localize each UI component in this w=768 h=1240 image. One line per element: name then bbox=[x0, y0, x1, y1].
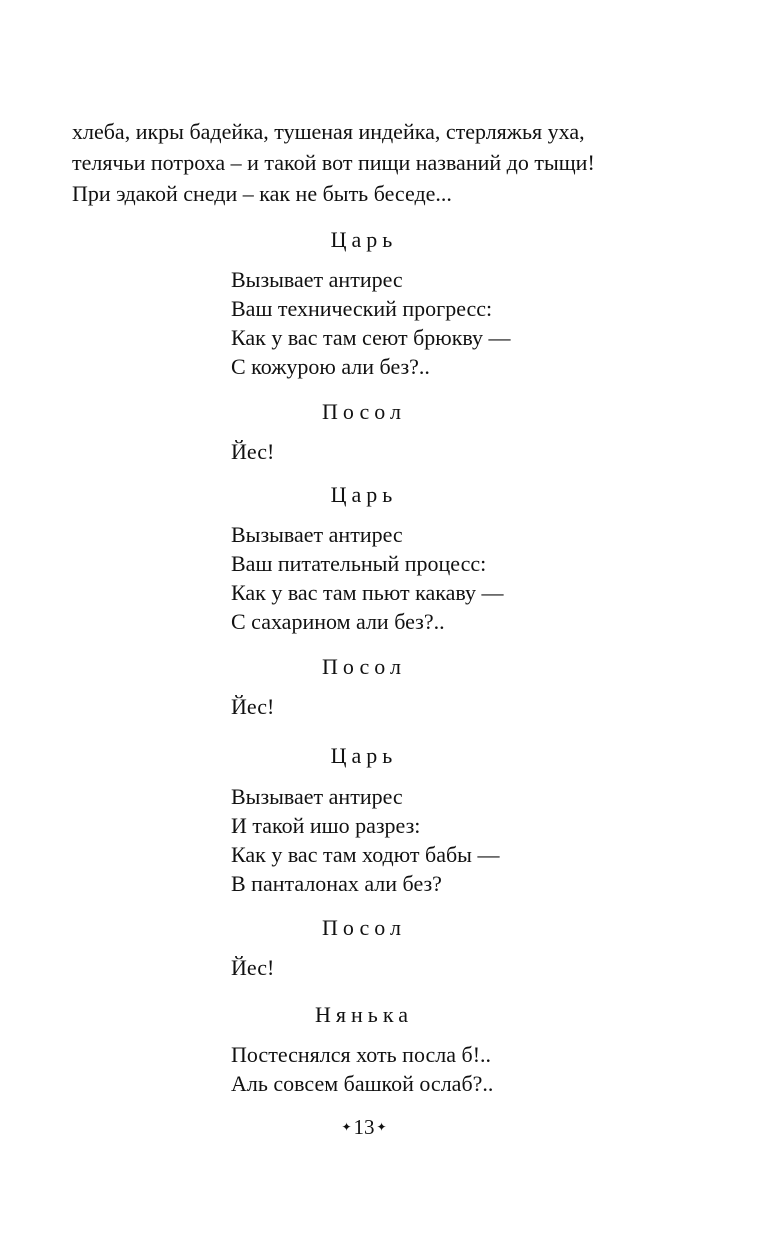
verse-stanza bbox=[231, 953, 274, 982]
verse-stanza bbox=[231, 1040, 493, 1098]
verse-line: Йес! bbox=[231, 694, 275, 719]
verse-line: Как у вас там ходют бабы — bbox=[231, 842, 500, 867]
verse-line: В панталонах али без? bbox=[231, 871, 442, 896]
speaker-name: Царь bbox=[330, 743, 398, 768]
verse-line: С сахарином али без?.. bbox=[231, 609, 445, 634]
page-number: 13 bbox=[353, 1115, 375, 1139]
ornament-right-icon: ✦ bbox=[376, 1120, 387, 1134]
verse-line: Как у вас там пьют какаву — bbox=[231, 580, 504, 605]
ornament-left-icon: ✦ bbox=[341, 1120, 352, 1134]
speaker-name: Посол bbox=[322, 399, 406, 424]
verse-stanza bbox=[231, 520, 503, 636]
speaker-name: Царь bbox=[330, 227, 398, 252]
verse-line: Как у вас там сеют брюкву — bbox=[231, 325, 511, 350]
verse-line: И такой ишо разрез: bbox=[231, 813, 421, 838]
verse-line: Йес! bbox=[231, 439, 275, 464]
prose-line: хлеба, икры бадейка, тушеная индейка, стерляжья уха, bbox=[72, 119, 585, 144]
verse-line: Вызывает антирес bbox=[231, 522, 403, 547]
verse-line: Ваш технический прогресс: bbox=[231, 296, 493, 321]
prose-line: При эдакой снеди – как не быть беседе... bbox=[72, 181, 452, 206]
verse-line: Вызывает антирес bbox=[231, 784, 403, 809]
verse-stanza bbox=[231, 437, 274, 466]
verse-stanza bbox=[231, 782, 499, 898]
page-number-footer bbox=[0, 1112, 728, 1142]
speaker-name: Посол bbox=[322, 654, 406, 679]
prose-line: телячьи потроха – и такой вот пищи названий до тыщи! bbox=[72, 150, 595, 175]
speaker-name: Нянька bbox=[315, 1002, 413, 1027]
verse-line: Постеснялся хоть посла б!.. bbox=[231, 1042, 492, 1067]
verse-stanza bbox=[231, 692, 274, 721]
verse-line: Вызывает антирес bbox=[231, 267, 403, 292]
verse-stanza bbox=[231, 265, 511, 381]
verse-line: Йес! bbox=[231, 955, 275, 980]
speaker-name: Посол bbox=[322, 915, 406, 940]
speaker-name: Царь bbox=[330, 482, 398, 507]
verse-line: Ваш питательный процесс: bbox=[231, 551, 487, 576]
prose-paragraph bbox=[72, 116, 702, 209]
verse-line: Аль совсем башкой ослаб?.. bbox=[231, 1071, 494, 1096]
verse-line: С кожурою али без?.. bbox=[231, 354, 430, 379]
